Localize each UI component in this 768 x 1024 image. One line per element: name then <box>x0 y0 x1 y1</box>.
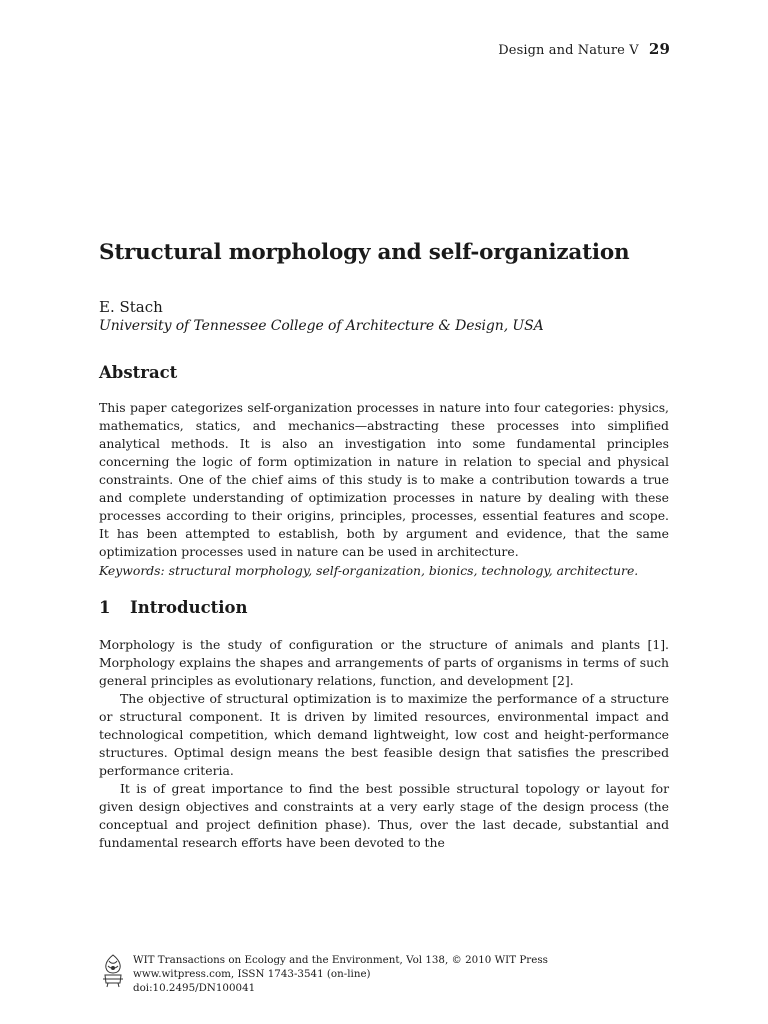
page-footer <box>99 953 548 995</box>
paper-title: Structural morphology and self-organization <box>99 240 630 265</box>
running-header <box>498 40 670 58</box>
footer-website-line[interactable]: www.witpress.com, ISSN 1743-3541 (on-line) <box>133 968 371 980</box>
paragraph: The objective of structural optimization is to maximize the performance of a structure or structural component. It is driven by limited resources, environmental impact and technological competition, which demand lightweight, low cost and height-performance structures. Optimal design means the best feasible design that satisfies the prescribed performance criteria. <box>99 691 669 778</box>
paragraph: Morphology is the study of configuration or the structure of animals and plants [1]. Morphology explains the shapes and arrangements of parts of organisms in terms of such general principles as evolutionary relations, function, and development [2]. <box>99 637 669 688</box>
footer-journal-line: WIT Transactions on Ecology and the Environment, Vol 138, © 2010 WIT Press <box>133 954 548 966</box>
keywords: Keywords: structural morphology, self-organization, bionics, technology, architecture. <box>99 563 639 578</box>
author-name: E. Stach <box>99 298 163 316</box>
section-number: 1 <box>99 598 111 617</box>
footer-text <box>133 953 548 995</box>
introduction-heading <box>99 598 669 617</box>
footer-doi-line[interactable]: doi:10.2495/DN100041 <box>133 982 256 994</box>
section-title: Introduction <box>130 598 248 617</box>
wit-press-logo-icon <box>99 953 127 989</box>
journal-name: Design and Nature V <box>498 43 639 58</box>
author-affiliation: University of Tennessee College of Architecture & Design, USA <box>99 318 544 334</box>
main-content <box>99 240 669 852</box>
page-number: 29 <box>648 40 670 58</box>
abstract-text: This paper categorizes self-organization processes in nature into four categories: physics, mathematics, statics, and mechanics—abstracting these processes into simplified analytical methods. It is also an investigation into some fundamental principles concerning the logic of form optimization in nature in relation to special and physical constraints. One of the chief aims of this study is to make a contribution towards a true and complete understanding of optimization processes in nature by dealing with these processes according to their origins, principles, processes, essential features and scope. It has been attempted to establish, both by argument and evidence, that the same optimization processes used in nature can be used in architecture. <box>99 400 669 559</box>
abstract-heading: Abstract <box>99 363 178 382</box>
paragraph: It is of great importance to find the best possible structural topology or layout for given design objectives and constraints at a very early stage of the design process (the conceptual and project definition phase). Thus, over the last decade, substantial and fundamental research efforts have been devoted to the <box>99 781 669 850</box>
